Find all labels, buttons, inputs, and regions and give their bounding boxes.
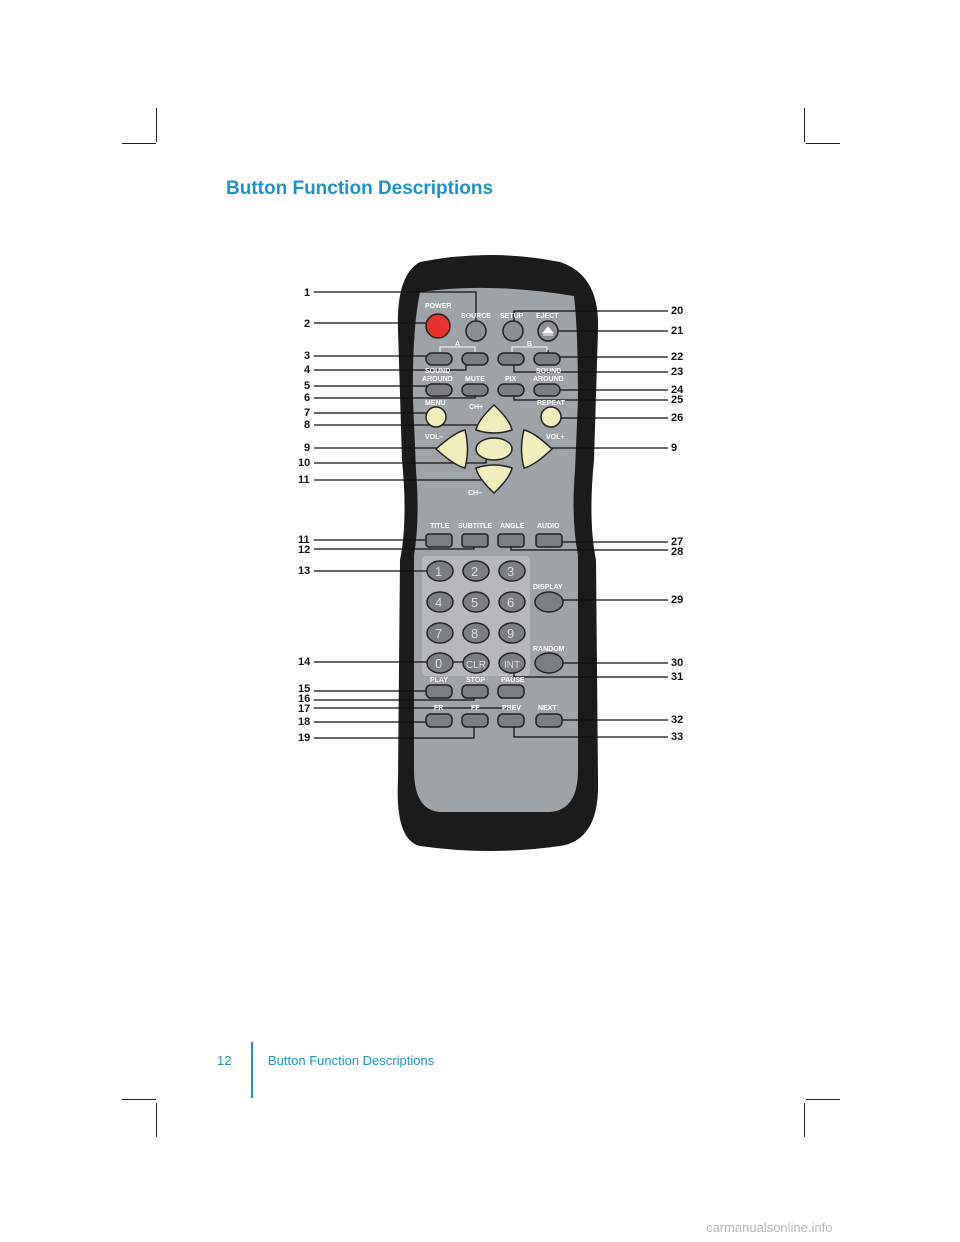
callout-number: 24 [671,384,684,396]
watermark: carmanualsonline.info [706,1220,833,1235]
subtitle-button[interactable] [462,534,488,547]
eject-label: EJECT [536,313,559,320]
key-7-label: 7 [435,626,443,641]
prev-button[interactable] [498,714,524,727]
fr-button[interactable] [426,714,452,727]
setup-button[interactable] [503,321,523,341]
callout-number: 4 [304,364,311,376]
prev-label: PREV [502,705,522,712]
play-button[interactable] [426,685,452,698]
subtitle-label: SUBTITLE [458,523,493,530]
sound-around-right-label-1: SOUND [536,368,562,375]
callout-number: 28 [671,546,684,558]
callout-numbers-right [671,305,684,743]
play-label: PLAY [430,677,449,684]
angle-button[interactable] [498,534,524,547]
callout-number: 19 [298,732,311,744]
key-9-label: 9 [507,626,515,641]
callout-number: 7 [304,407,311,419]
callout-number: 14 [298,656,311,668]
vol-plus-label: VOL+ [546,434,565,441]
callout-number: 1 [304,287,311,299]
footer-section-title: Button Function Descriptions [268,1053,435,1068]
ch-plus-label: CH+ [469,404,484,411]
footer-divider [251,1042,253,1098]
callout-number: 23 [671,366,684,378]
key-6-label: 6 [507,595,515,610]
callout-number: 13 [298,565,311,577]
callout-number: 10 [298,457,311,469]
callout-number: 22 [671,351,684,363]
sound-around-right-label-2: AROUND [533,376,564,383]
stop-button[interactable] [462,685,488,698]
key-3-label: 3 [507,564,515,579]
callout-number: 17 [298,703,311,715]
callout-number: 12 [298,544,311,556]
title-label: TITLE [430,523,450,530]
key-8-label: 8 [471,626,479,641]
page-number: 12 [217,1053,232,1068]
callout-number: 2 [304,318,311,330]
fr-label: FR [434,705,444,712]
group-a-label: A [455,341,461,348]
next-button[interactable] [536,714,562,727]
callout-number: 9 [304,442,311,454]
callout-number: 21 [671,325,684,337]
callout-number: 3 [304,350,311,362]
mute-button[interactable] [462,384,488,396]
callout-number: 8 [304,419,311,431]
pix-button[interactable] [498,384,524,396]
enter-button[interactable] [476,438,512,460]
sound-around-right-button[interactable] [534,384,560,396]
repeat-button[interactable] [541,407,561,427]
b-left-button[interactable] [498,353,524,365]
stop-label: STOP [466,677,485,684]
title-button[interactable] [426,534,452,547]
key-int-label: INT [504,660,521,671]
callout-number: 33 [671,731,684,743]
menu-button[interactable] [426,407,446,427]
callout-number: 11 [298,474,310,486]
audio-button[interactable] [536,534,562,547]
display-button[interactable] [535,592,563,612]
callout-number: 9 [671,442,678,454]
key-clr-label: CLR [466,660,487,671]
group-b-label: B [527,341,533,348]
source-label: SOURCE [461,313,491,320]
pause-button[interactable] [498,685,524,698]
callout-number: 31 [671,671,684,683]
callout-number: 5 [304,380,311,392]
display-label: DISPLAY [533,584,563,591]
callout-number: 26 [671,412,684,424]
a-left-button[interactable] [426,353,452,365]
key-2-label: 2 [471,564,479,579]
callout-number: 11 [298,534,310,546]
sound-around-left-label-1: SOUND [425,368,451,375]
callout-number: 25 [671,394,684,406]
ff-label: FF [471,705,480,712]
vol-minus-label: VOL– [425,434,444,441]
random-label: RANDOM [533,646,565,653]
repeat-label: REPEAT [537,400,565,407]
a-right-button[interactable] [462,353,488,365]
callout-number: 29 [671,594,684,606]
pix-label: PIX [505,376,517,383]
key-4-label: 4 [435,595,443,610]
random-button[interactable] [535,653,563,673]
callout-number: 20 [671,305,684,317]
mute-label: MUTE [465,376,485,383]
key-0-label: 0 [435,656,443,671]
sound-around-left-label-2: AROUND [422,376,453,383]
power-button[interactable] [426,314,450,338]
ch-minus-label: CH– [468,490,483,497]
callout-number: 30 [671,657,684,669]
menu-label: MENU [425,400,446,407]
callout-number: 6 [304,392,311,404]
pause-label: PAUSE [501,677,525,684]
audio-label: AUDIO [537,523,560,530]
page-title: Button Function Descriptions [226,178,494,199]
b-right-button[interactable] [534,353,560,365]
callout-number: 32 [671,714,684,726]
sound-around-left-button[interactable] [426,384,452,396]
key-1-label: 1 [435,564,443,579]
callout-number: 15 [298,683,311,695]
angle-label: ANGLE [500,523,525,530]
callout-number: 27 [671,536,684,548]
power-label: POWER [425,303,452,310]
callout-number: 16 [298,693,311,705]
callout-numbers-left [298,287,311,744]
key-5-label: 5 [471,595,479,610]
next-label: NEXT [538,705,557,712]
ff-button[interactable] [462,714,488,727]
source-button[interactable] [466,321,486,341]
setup-label: SETUP [500,313,524,320]
callout-number: 18 [298,716,311,728]
